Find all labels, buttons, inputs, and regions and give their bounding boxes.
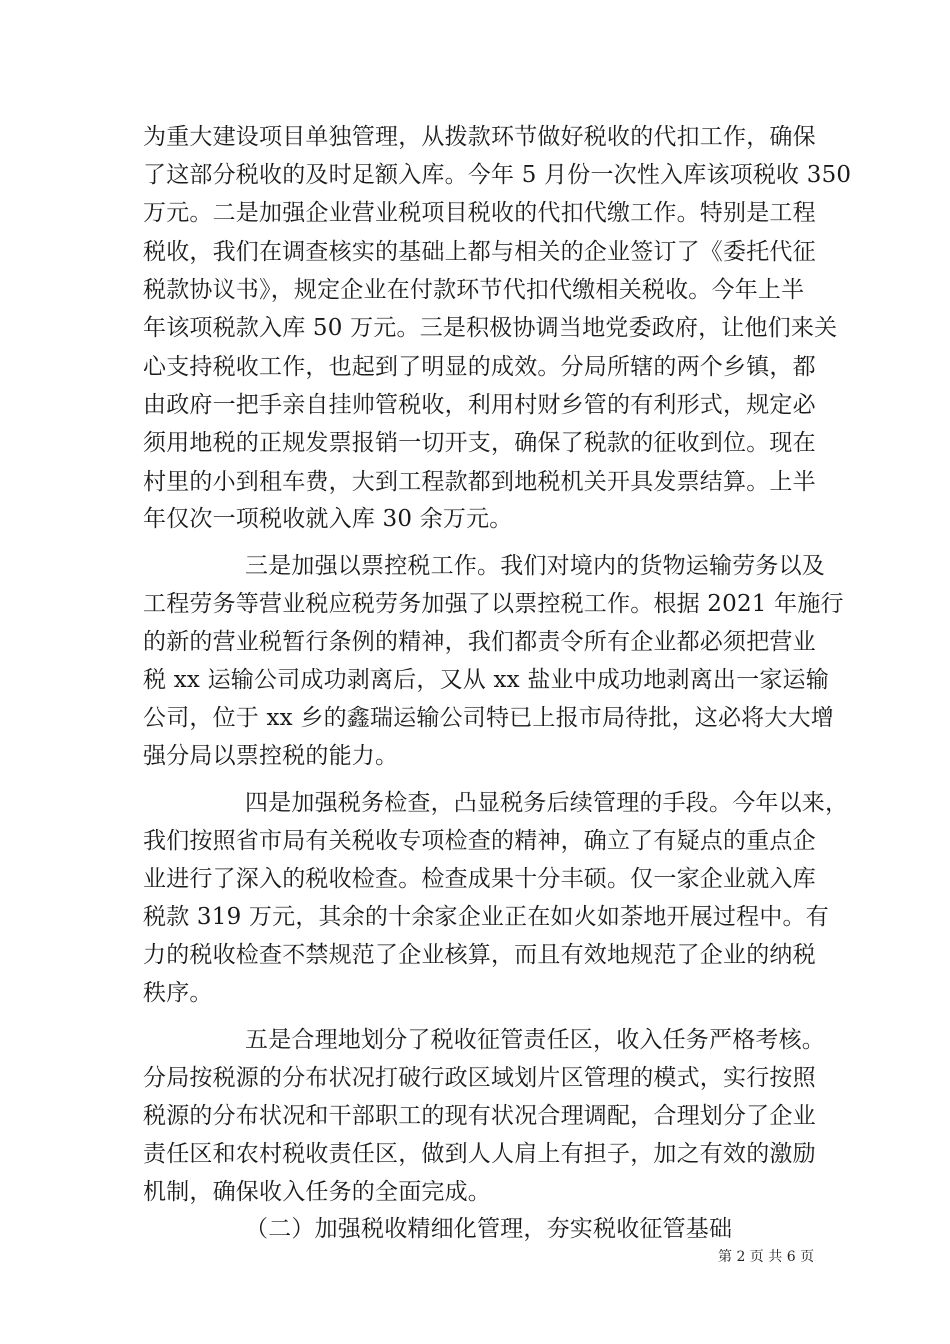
section-heading: （二）加强税收精细化管理，夯实税收征管基础 — [245, 1216, 733, 1242]
paragraph-line: 由政府一把手亲自挂帅管税收，利用村财乡管的有利形式，规定必 — [143, 392, 816, 418]
paragraph-line: 分局按税源的分布状况打破行政区域划片区管理的模式，实行按照 — [143, 1065, 816, 1091]
paragraph-line: 年仅次一项税收就入库 30 余万元。 — [143, 506, 513, 532]
paragraph-line: 心支持税收工作，也起到了明显的成效。分局所辖的两个乡镇，都 — [143, 354, 816, 380]
paragraph-line: 机制，确保收入任务的全面完成。 — [143, 1179, 491, 1205]
paragraph-line: 为重大建设项目单独管理，从拨款环节做好税收的代扣工作，确保 — [143, 124, 816, 150]
paragraph-line: 了这部分税收的及时足额入库。今年 5 月份一次性入库该项税收 350 — [143, 162, 852, 188]
paragraph-line: 税款 319 万元，其余的十余家企业正在如火如荼地开展过程中。有 — [143, 904, 829, 930]
paragraph-first-line: 五是合理地划分了税收征管责任区，收入任务严格考核。 — [245, 1027, 825, 1053]
paragraph-line: 村里的小到租车费，大到工程款都到地税机关开具发票结算。上半 — [143, 469, 816, 495]
paragraph-line: 万元。二是加强企业营业税项目税收的代扣代缴工作。特别是工程 — [143, 200, 816, 226]
paragraph-line: 税 xx 运输公司成功剥离后，又从 xx 盐业中成功地剥离出一家运输 — [143, 667, 829, 693]
paragraph-line: 年该项税款入库 50 万元。三是积极协调当地党委政府，让他们来关 — [143, 315, 838, 341]
paragraph-line: 工程劳务等营业税应税劳务加强了以票控税工作。根据 2021 年施行 — [143, 591, 844, 617]
paragraph-line: 公司，位于 xx 乡的鑫瑞运输公司特已上报市局待批，这必将大大增 — [143, 705, 834, 731]
paragraph-line: 责任区和农村税收责任区，做到人人肩上有担子，加之有效的激励 — [143, 1141, 816, 1167]
paragraph-line: 秩序。 — [143, 980, 213, 1006]
paragraph-line: 税收，我们在调查核实的基础上都与相关的企业签订了《委托代征 — [143, 239, 816, 265]
paragraph-line: 我们按照省市局有关税收专项检查的精神，确立了有疑点的重点企 — [143, 828, 816, 854]
paragraph-line: 强分局以票控税的能力。 — [143, 743, 399, 769]
paragraph-line: 税源的分布状况和干部职工的现有状况合理调配，合理划分了企业 — [143, 1103, 816, 1129]
paragraph-line: 力的税收检查不禁规范了企业核算，而且有效地规范了企业的纳税 — [143, 942, 816, 968]
paragraph-line: 业进行了深入的税收检查。检查成果十分丰硕。仅一家企业就入库 — [143, 866, 816, 892]
paragraph-line: 税款协议书》，规定企业在付款环节代扣代缴相关税收。今年上半 — [143, 277, 805, 303]
paragraph-first-line: 三是加强以票控税工作。我们对境内的货物运输劳务以及 — [245, 553, 825, 579]
paragraph-line: 须用地税的正规发票报销一切开支，确保了税款的征收到位。现在 — [143, 430, 816, 456]
paragraph-line: 的新的营业税暂行条例的精神，我们都责令所有企业都必须把营业 — [143, 629, 816, 655]
paragraph-first-line: 四是加强税务检查，凸显税务后续管理的手段。今年以来， — [245, 790, 849, 816]
page-number-footer: 第 2 页 共 6 页 — [718, 1249, 815, 1265]
